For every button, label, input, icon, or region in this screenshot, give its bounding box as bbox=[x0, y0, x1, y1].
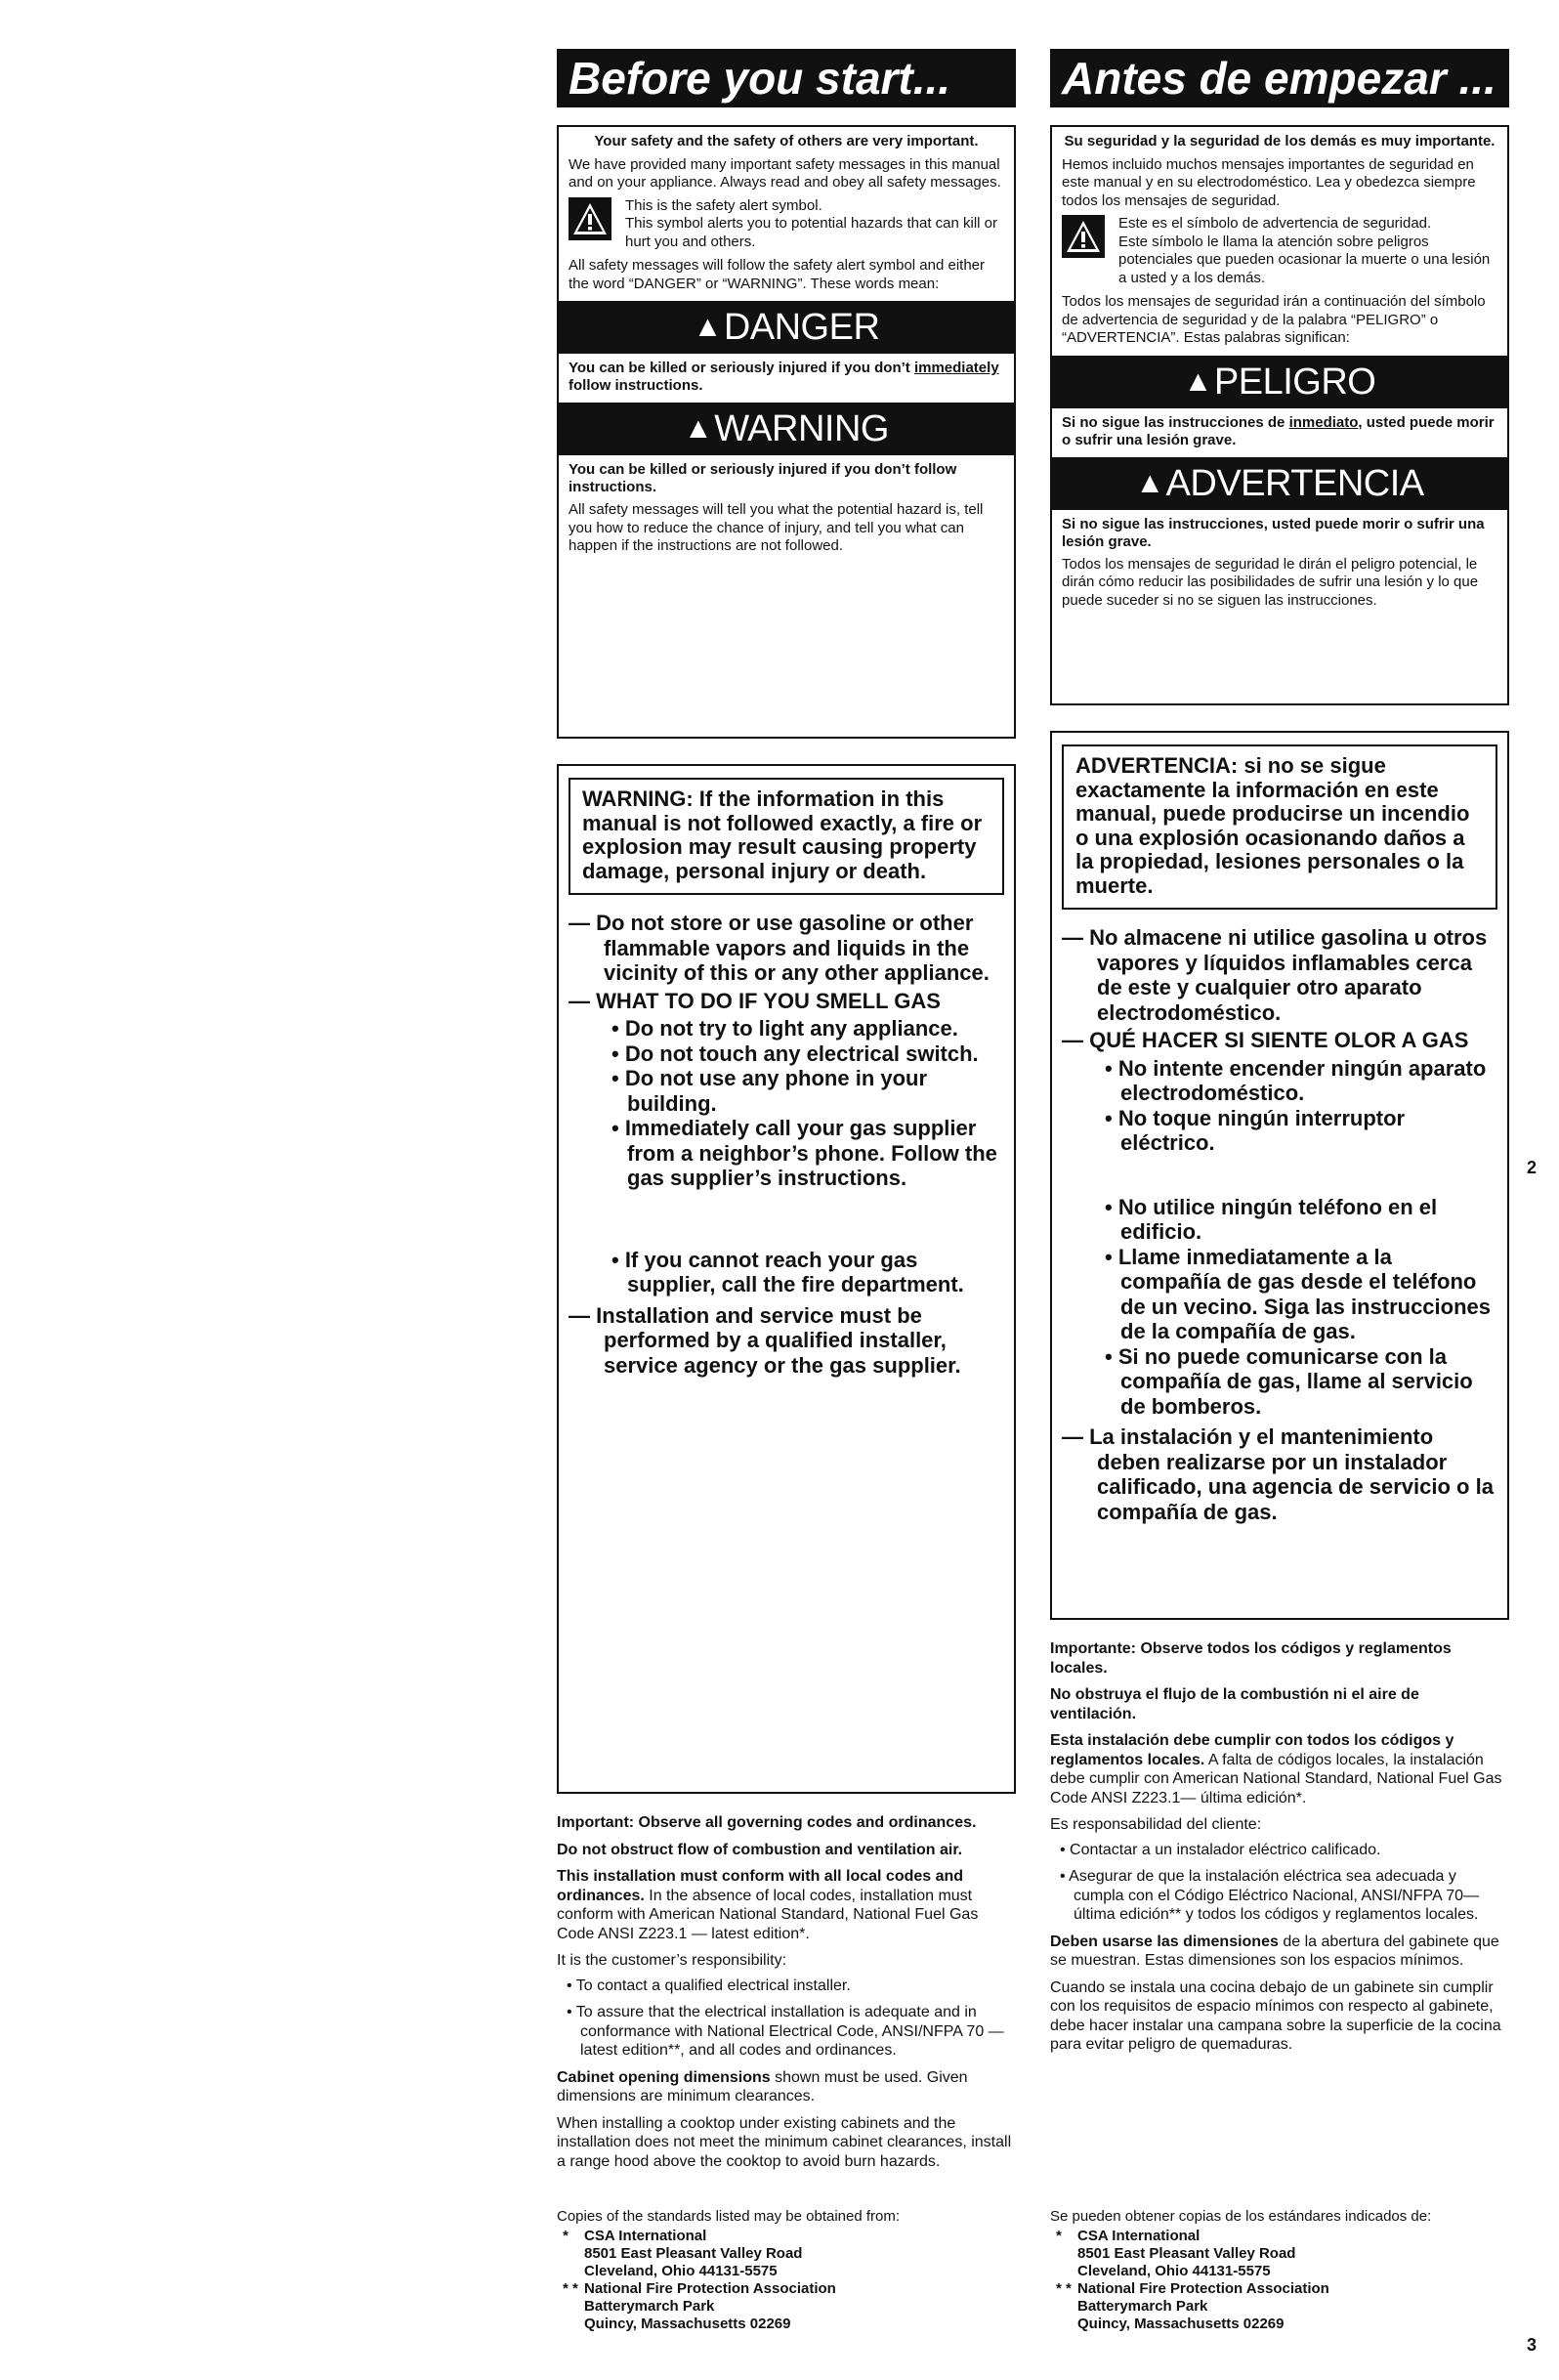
warning-signal bbox=[559, 403, 1014, 455]
danger-label: DANGER bbox=[723, 307, 880, 348]
alert-triangle-icon: ▲ bbox=[1135, 466, 1164, 499]
gas-warning-headline: ADVERTENCIA: si no se sigue exactamente la información en este manual, puede producirse un incendio o una explosión ocasionando daños a la propiedad, lesiones personales o la muerte. bbox=[1062, 744, 1497, 910]
safety-symbol-row bbox=[1062, 215, 1497, 287]
safety-box bbox=[557, 125, 1016, 739]
section-header: Antes de empezar ... bbox=[1050, 49, 1509, 107]
symbol-line-2: Este símbolo le llama la atención sobre peligros potenciales que pueden ocasionar la muerte o una lesión a usted y a los demás. bbox=[1118, 233, 1491, 286]
note-cabinet: Cabinet opening dimensions shown must be used. Given dimensions are minimum clearances. bbox=[557, 2068, 968, 2104]
sources-intro: Se pueden obtener copias de los estándares indicados de: bbox=[1050, 2208, 1432, 2225]
step-bullet: • No utilice ningún teléfono en el edificio. bbox=[1105, 1194, 1438, 1244]
section-header: Before you start... bbox=[557, 49, 1016, 107]
warning-text: You can be killed or seriously injured if you don’t follow instructions. bbox=[569, 461, 957, 495]
gas-steps bbox=[1062, 925, 1497, 1524]
note-hood: When installing a cooktop under existing cabinets and the installation does not meet the minimum cabinet clearances, install a range hood above the cooktop to avoid burn hazards. bbox=[557, 2114, 1012, 2170]
page-number-right: 3 bbox=[1527, 2335, 1538, 2355]
warning-signal bbox=[1052, 457, 1507, 510]
gas-warning-box bbox=[557, 764, 1016, 1794]
note-obstruct: Do not obstruct flow of combustion and ventilation air. bbox=[557, 1841, 963, 1858]
safety-box bbox=[1050, 125, 1509, 705]
step-smell-gas: — WHAT TO DO IF YOU SMELL GAS bbox=[569, 988, 941, 1013]
step-gasoline: — No almacene ni utilice gasolina u otros vapores y líquidos inflamables cerca de este y cualquier otro aparato electrodoméstico. bbox=[1062, 925, 1488, 1025]
note-cabinet: Deben usarse las dimensiones de la abertura del gabinete que se muestran. Estas dimensiones son los espacios mínimos. bbox=[1050, 1933, 1499, 1969]
safety-symbol-row bbox=[569, 197, 1004, 252]
danger-text: Si no sigue las instrucciones de inmediato, usted puede morir o sufrir una lesión grave. bbox=[1062, 413, 1495, 448]
installation-notes bbox=[557, 1813, 1016, 2171]
note-conform: Esta instalación debe cumplir con todos los códigos y reglamentos locales. A falta de códigos locales, la instalación debe cumplir con American National Standard, National Fuel Gas Code ANSI Z223.1— última edición*. bbox=[1050, 1732, 1502, 1806]
step-bullet: • Immediately call your gas supplier from a neighbor’s phone. Follow the gas supplier’s instructions. bbox=[611, 1116, 997, 1190]
note-responsibility: Es responsabilidad del cliente: bbox=[1050, 1816, 1262, 1833]
step-gasoline: — Do not store or use gasoline or other flammable vapors and liquids in the vicinity of this or any other appliance. bbox=[569, 911, 990, 985]
symbol-line-1: This is the safety alert symbol. bbox=[625, 196, 822, 214]
gas-steps bbox=[569, 911, 1004, 1378]
step-bullet: • Si no puede comunicarse con la compañía de gas, llame al servicio de bomberos. bbox=[1105, 1343, 1473, 1419]
csa-city: Cleveland, Ohio 44131-5575 bbox=[1077, 2263, 1271, 2279]
danger-signal bbox=[1052, 356, 1507, 408]
safety-follow: Todos los mensajes de seguridad irán a continuación del símbolo de advertencia de seguridad y de la palabra “PELIGRO” o “ADVERTENCIA”. Estas palabras significan: bbox=[1062, 293, 1486, 346]
nfpa-city: Quincy, Massachusetts 02269 bbox=[584, 2316, 791, 2332]
responsibility-item: • To contact a qualified electrical installer. bbox=[567, 1976, 851, 1994]
danger-signal bbox=[559, 301, 1014, 354]
safety-alert-icon bbox=[569, 197, 611, 240]
step-bullet: • Do not touch any electrical switch. bbox=[611, 1041, 979, 1066]
safety-intro: We have provided many important safety messages in this manual and on your appliance. Always read and obey all safety messages. bbox=[569, 155, 1001, 191]
gas-warning-box bbox=[1050, 731, 1509, 1620]
csa-city: Cleveland, Ohio 44131-5575 bbox=[584, 2263, 778, 2279]
note-important: Importante: Observe todos los códigos y reglamentos locales. bbox=[1050, 1640, 1452, 1677]
nfpa-name: National Fire Protection Association bbox=[1077, 2280, 1329, 2297]
step-bullet: • Llame inmediatamente a la compañía de gas desde el teléfono de un vecino. Siga las instrucciones de la compañía de gas. bbox=[1105, 1244, 1492, 1343]
responsibility-item: • To assure that the electrical installation is adequate and in conformance with National Electrical Code, ANSI/NFPA 70 — latest edition**, and all codes and ordinances. bbox=[567, 2004, 1004, 2059]
alert-triangle-icon: ▲ bbox=[684, 412, 713, 445]
standards-sources: Se pueden obtener copias de los estándares indicados de: * CSA International 8501 East Pleasant Valley Road Cleveland, Ohio 44131-5575 * * National Fire Protection Association Batterymarch Park Quincy, Massachusetts 02269 bbox=[1050, 2208, 1509, 2333]
note-conform: This installation must conform with all local codes and ordinances. In the absence of local codes, installation must conform with American National Standard, National Fuel Gas Code ANSI Z223.1 — latest edition*. bbox=[557, 1868, 979, 1942]
csa-street: 8501 East Pleasant Valley Road bbox=[584, 2245, 803, 2262]
nfpa-name: National Fire Protection Association bbox=[584, 2280, 836, 2297]
alert-triangle-icon: ▲ bbox=[1183, 364, 1212, 398]
step-bullet: • Do not try to light any appliance. bbox=[611, 1016, 958, 1041]
alert-triangle-icon: ▲ bbox=[693, 311, 722, 343]
safety-lead: Su seguridad y la seguridad de los demás es muy importante. bbox=[1064, 133, 1496, 149]
standards-sources: Copies of the standards listed may be obtained from: * CSA International 8501 East Pleasant Valley Road Cleveland, Ohio 44131-5575 * * National Fire Protection Association Batterymarch Park Quincy, Massachusetts 02269 bbox=[557, 2208, 1016, 2333]
note-hood: Cuando se instala una cocina debajo de un gabinete sin cumplir con los requisitos de espacio mínimos con respecto al gabinete, debe hacer instalar una campana sobre la superficie de la cocina para evitar peligro de quemaduras. bbox=[1050, 1978, 1501, 2053]
step-installation: — Installation and service must be performed by a qualified installer, service agency or the gas supplier. bbox=[569, 1302, 961, 1378]
csa-name: CSA International bbox=[1077, 2228, 1201, 2244]
step-bullet: • No intente encender ningún aparato electrodoméstico. bbox=[1105, 1055, 1487, 1105]
symbol-line-1: Este es el símbolo de advertencia de seguridad. bbox=[1118, 215, 1432, 232]
note-responsibility: It is the customer’s responsibility: bbox=[557, 1952, 787, 1969]
spanish-column bbox=[1050, 49, 1509, 2332]
danger-label: PELIGRO bbox=[1213, 361, 1376, 403]
safety-closing: All safety messages will tell you what the potential hazard is, tell you how to reduce the chance of injury, and tell you what can happen if the instructions are not followed. bbox=[569, 501, 984, 554]
nfpa-street: Batterymarch Park bbox=[1077, 2298, 1208, 2315]
safety-intro: Hemos incluido muchos mensajes importantes de seguridad en este manual y en su electrodoméstico. Lea y obedezca siempre todos los mensajes de seguridad. bbox=[1062, 155, 1476, 209]
warning-label: WARNING bbox=[714, 408, 889, 449]
csa-name: CSA International bbox=[584, 2228, 707, 2244]
step-bullet: • No toque ningún interruptor eléctrico. bbox=[1105, 1105, 1406, 1155]
step-bullet: • Do not use any phone in your building. bbox=[611, 1066, 928, 1116]
safety-closing: Todos los mensajes de seguridad le dirán el peligro potencial, le dirán cómo reducir las posibilidades de sufrir una lesión y lo que puede suceder si no se siguen las instrucciones. bbox=[1062, 555, 1479, 609]
gas-warning-headline: WARNING: If the information in this manual is not followed exactly, a fire or explosion may result causing property damage, personal injury or death. bbox=[569, 778, 1004, 895]
note-obstruct: No obstruya el flujo de la combustión ni el aire de ventilación. bbox=[1050, 1686, 1419, 1722]
note-important: Important: Observe all governing codes and ordinances. bbox=[557, 1814, 977, 1831]
warning-text: Si no sigue las instrucciones, usted puede morir o sufrir una lesión grave. bbox=[1062, 515, 1485, 550]
responsibility-item: • Asegurar de que la instalación eléctrica sea adecuada y cumpla con el Código Eléctrico Nacional, ANSI/NFPA 70—última edición** y todos los códigos y reglamentos locales. bbox=[1060, 1868, 1480, 1923]
csa-street: 8501 East Pleasant Valley Road bbox=[1077, 2245, 1296, 2262]
responsibility-item: • Contactar a un instalador eléctrico calificado. bbox=[1060, 1841, 1381, 1858]
step-bullet: • If you cannot reach your gas supplier, call the fire department. bbox=[611, 1247, 964, 1296]
page-number-left: 2 bbox=[1527, 1158, 1538, 1177]
danger-text: You can be killed or seriously injured if you don’t immediately follow instructions. bbox=[569, 360, 999, 394]
step-installation: — La instalación y el mantenimiento deben realizarse por un instalador calificado, una agencia de servicio o la compañía de gas. bbox=[1062, 1424, 1494, 1524]
safety-follow: All safety messages will follow the safety alert symbol and either the word “DANGER” or “WARNING”. These words mean: bbox=[569, 257, 986, 292]
symbol-line-2: This symbol alerts you to potential hazards that can kill or hurt you and others. bbox=[625, 215, 998, 250]
english-column bbox=[557, 49, 1016, 2332]
safety-alert-icon bbox=[1062, 215, 1105, 258]
nfpa-city: Quincy, Massachusetts 02269 bbox=[1077, 2316, 1285, 2332]
installation-notes bbox=[1050, 1639, 1509, 2055]
warning-label: ADVERTENCIA bbox=[1165, 462, 1424, 504]
step-smell-gas: — QUÉ HACER SI SIENTE OLOR A GAS bbox=[1062, 1028, 1469, 1052]
safety-lead: Your safety and the safety of others are very important. bbox=[594, 133, 979, 149]
sources-intro: Copies of the standards listed may be obtained from: bbox=[557, 2208, 901, 2225]
nfpa-street: Batterymarch Park bbox=[584, 2298, 715, 2315]
